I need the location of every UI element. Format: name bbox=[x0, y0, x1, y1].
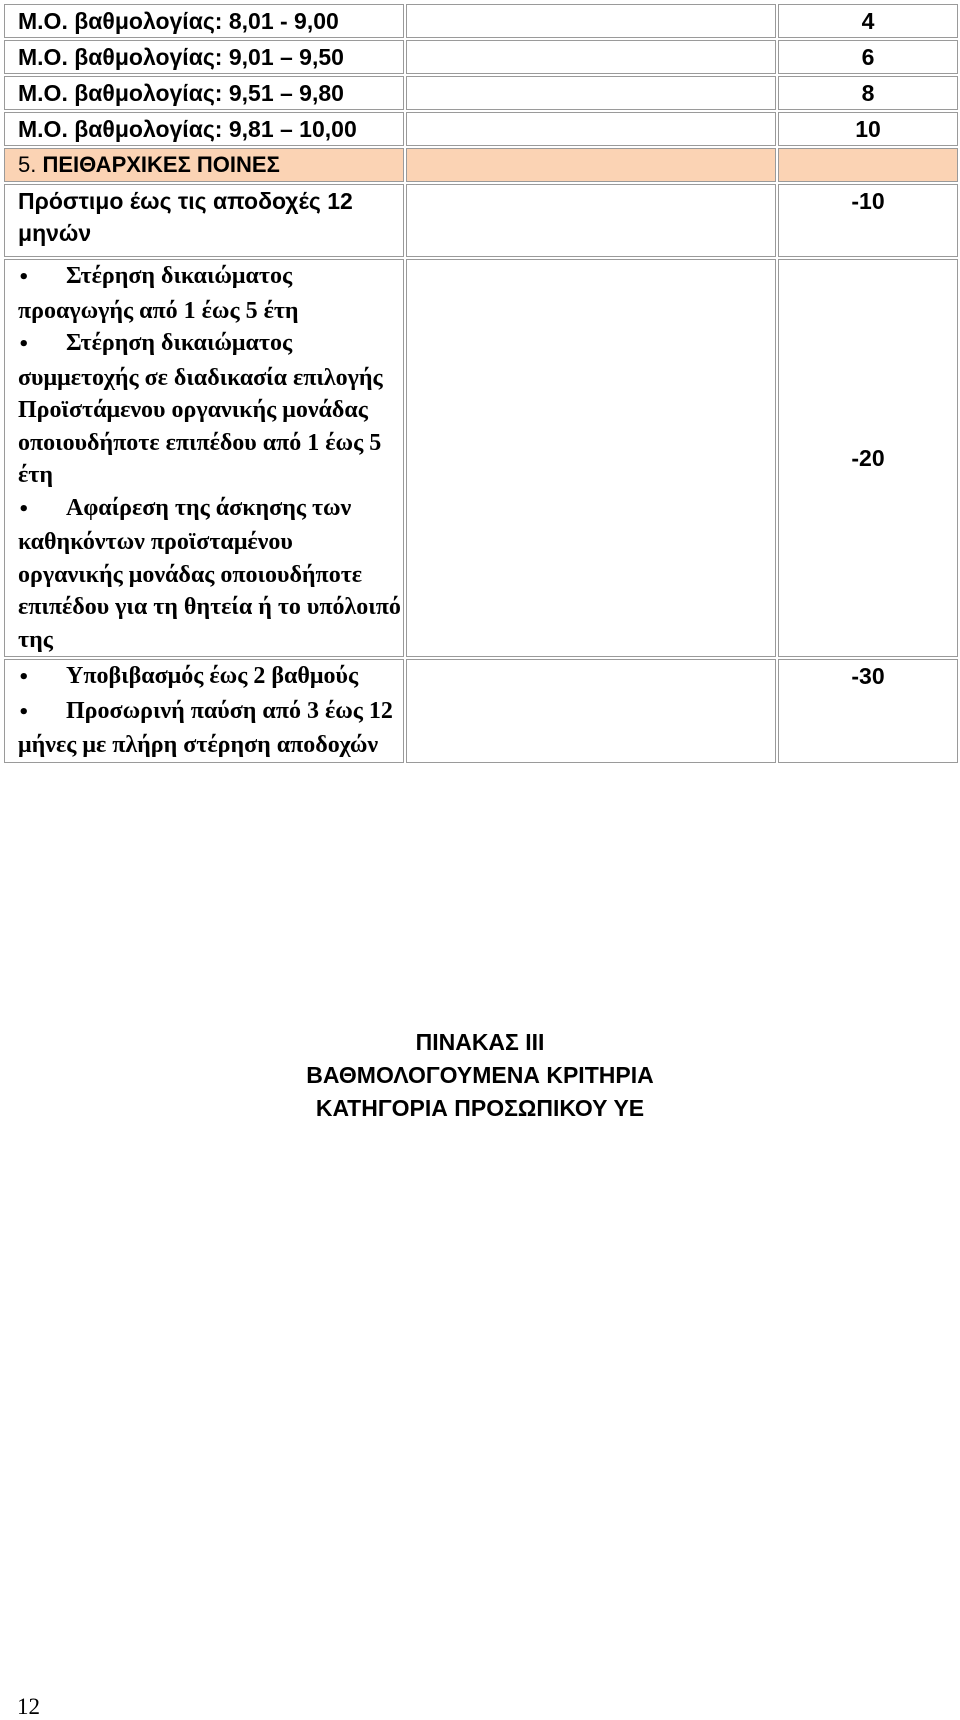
score-row bbox=[4, 4, 958, 38]
fine-label: Πρόστιμο έως τις αποδοχές 12 μηνών bbox=[4, 184, 404, 257]
table-heading bbox=[0, 1026, 960, 1125]
empty-cell bbox=[406, 184, 776, 257]
table-heading-title: ΠΙΝΑΚΑΣ ΙΙΙ bbox=[415, 1029, 545, 1055]
penalty-item bbox=[18, 492, 403, 657]
score-points: 4 bbox=[778, 4, 958, 38]
bullet-icon: • bbox=[18, 498, 30, 520]
penalty-group-row bbox=[4, 659, 958, 763]
score-points: 10 bbox=[778, 112, 958, 146]
score-row bbox=[4, 76, 958, 110]
score-row bbox=[4, 112, 958, 146]
penalty-points: -20 bbox=[778, 259, 958, 657]
fine-points: -10 bbox=[778, 184, 958, 257]
empty-cell bbox=[406, 4, 776, 38]
penalty-list bbox=[4, 659, 404, 763]
penalty-item bbox=[18, 695, 403, 762]
penalty-list bbox=[4, 259, 404, 657]
page-number: 12 bbox=[17, 1694, 40, 1719]
penalty-text: Προσωρινή παύση από 3 έως 12 μήνες με πλήρη στέρηση αποδοχών bbox=[18, 697, 393, 758]
section-empty-cell bbox=[406, 148, 776, 182]
penalty-item bbox=[18, 660, 403, 695]
bullet-icon: • bbox=[18, 267, 30, 288]
score-range-label: Μ.Ο. βαθμολογίας: 9,51 – 9,80 bbox=[4, 76, 404, 110]
table-heading-category: ΚΑΤΗΓΟΡΙΑ ΠΡΟΣΩΠΙΚΟΥ ΥΕ bbox=[315, 1095, 645, 1121]
section-header-row bbox=[4, 148, 958, 182]
score-range-label: Μ.Ο. βαθμολογίας: 9,81 – 10,00 bbox=[4, 112, 404, 146]
penalty-group-row bbox=[4, 259, 958, 657]
score-points: 6 bbox=[778, 40, 958, 74]
empty-cell bbox=[406, 76, 776, 110]
fine-row bbox=[4, 184, 958, 257]
bullet-icon: • bbox=[18, 334, 30, 355]
section-header bbox=[4, 148, 404, 182]
penalty-points: -30 bbox=[778, 659, 958, 763]
criteria-table bbox=[2, 2, 960, 765]
empty-cell bbox=[406, 259, 776, 657]
penalty-text: Υποβιβασμός έως 2 βαθμούς bbox=[66, 663, 359, 689]
score-range-label: Μ.Ο. βαθμολογίας: 9,01 – 9,50 bbox=[4, 40, 404, 74]
empty-cell bbox=[406, 659, 776, 763]
bullet-icon: • bbox=[18, 667, 30, 688]
section-empty-cell bbox=[778, 148, 958, 182]
penalty-text: Στέρηση δικαιώματος προαγωγής από 1 έως 5 έτη bbox=[18, 263, 299, 324]
bullet-icon: • bbox=[18, 701, 30, 723]
penalty-text: Αφαίρεση της άσκησης των καθηκόντων προϊσταμένου οργανικής μονάδας οποιουδήποτε επιπέδου για τη θητεία ή το υπόλοιπό της bbox=[18, 494, 401, 653]
score-range-label: Μ.Ο. βαθμολογίας: 8,01 - 9,00 bbox=[4, 4, 404, 38]
penalty-item bbox=[18, 260, 403, 327]
score-row bbox=[4, 40, 958, 74]
empty-cell bbox=[406, 40, 776, 74]
penalty-item bbox=[18, 327, 403, 492]
section-number: 5. bbox=[18, 152, 37, 177]
penalty-text: Στέρηση δικαιώματος συμμετοχής σε διαδικασία επιλογής Προϊστάμενου οργανικής μονάδας οποιουδήποτε επιπέδου από 1 έως 5 έτη bbox=[18, 330, 383, 488]
table-heading-subtitle: ΒΑΘΜΟΛΟΓΟΥΜΕΝΑ ΚΡΙΤΗΡΙΑ bbox=[306, 1062, 654, 1088]
score-points: 8 bbox=[778, 76, 958, 110]
section-title: ΠΕΙΘΑΡΧΙΚΕΣ ΠΟΙΝΕΣ bbox=[42, 152, 280, 177]
empty-cell bbox=[406, 112, 776, 146]
